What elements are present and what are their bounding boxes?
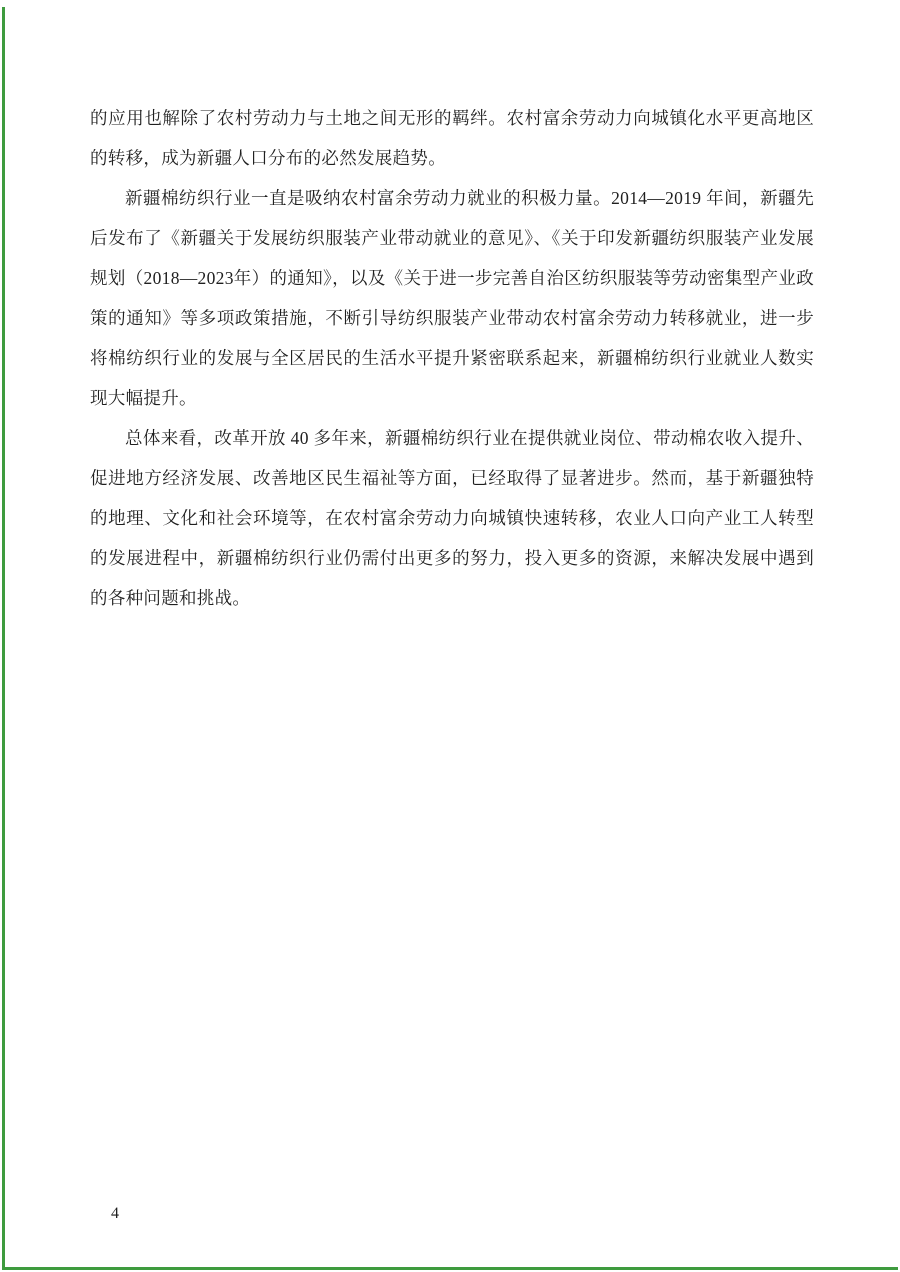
body-paragraph: 新疆棉纺织行业一直是吸纳农村富余劳动力就业的积极力量。2014—2019 年间，新疆先后发布了《新疆关于发展纺织服装产业带动就业的意见》、《关于印发新疆纺织服装产业发展规划（2018—2023年）的通知》，以及《关于进一步完善自治区纺织服装等劳动密集型产业政策的通知》等多项政策措施，不断引导纺织服装产业带动农村富余劳动力转移就业，进一步将棉纺织行业的发展与全区居民的生活水平提升紧密联系起来，新疆棉纺织行业就业人数实现大幅提升。 — [90, 188, 814, 408]
page-border-bottom — [2, 1267, 898, 1270]
body-paragraph: 的应用也解除了农村劳动力与土地之间无形的羁绊。农村富余劳动力向城镇化水平更高地区的转移，成为新疆人口分布的必然发展趋势。 — [90, 108, 814, 168]
page-border-left — [2, 7, 5, 1270]
body-paragraph: 总体来看，改革开放 40 多年来，新疆棉纺织行业在提供就业岗位、带动棉农收入提升、促进地方经济发展、改善地区民生福祉等方面，已经取得了显著进步。然而，基于新疆独特的地理、文化和社会环境等，在农村富余劳动力向城镇快速转移，农业人口向产业工人转型的发展进程中，新疆棉纺织行业仍需付出更多的努力，投入更多的资源，来解决发展中遇到的各种问题和挑战。 — [90, 428, 814, 608]
page-number: 4 — [111, 1205, 119, 1222]
body-text — [90, 98, 814, 618]
